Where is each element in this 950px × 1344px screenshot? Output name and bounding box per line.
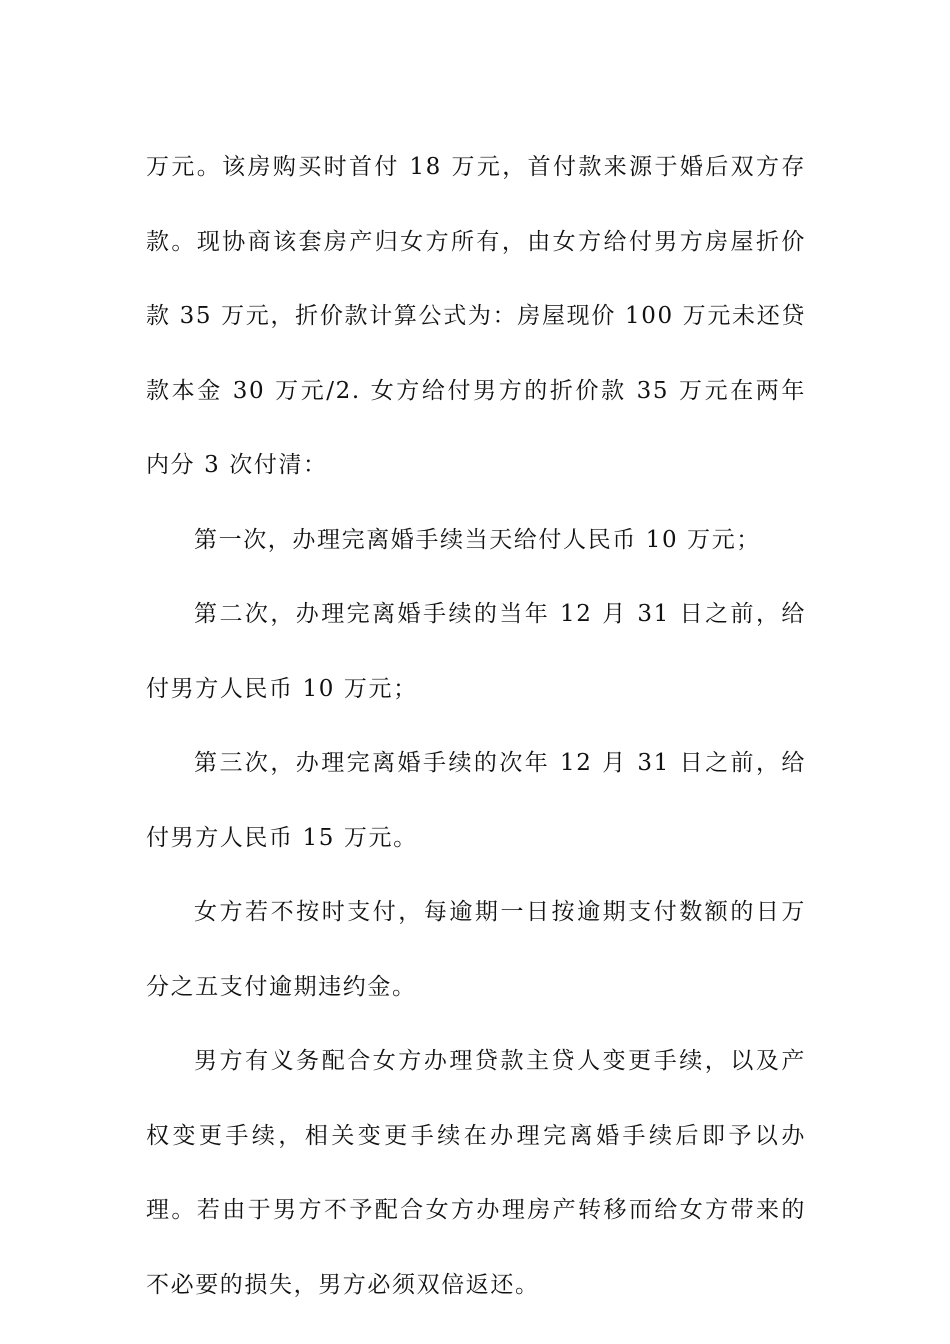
paragraph-transfer-obligation: 男方有义务配合女方办理贷款主贷人变更手续，以及产权变更手续，相关变更手续在办理完离婚手续后即予以办理。若由于男方不予配合女方办理房产转移而给女方带来的不必要的损失，男方必须双倍返还。 bbox=[146, 1048, 806, 1298]
paragraph-late-penalty: 女方若不按时支付，每逾期一日按逾期支付数额的日万分之五支付逾期违约金。 bbox=[146, 899, 806, 1000]
paragraph-first-payment: 第一次，办理完离婚手续当天给付人民币 10 万元； bbox=[194, 526, 761, 553]
paragraph-second-payment: 第二次，办理完离婚手续的当年 12 月 31 日之前，给付男方人民币 10 万元； bbox=[146, 601, 806, 702]
paragraph-third-payment: 第三次，办理完离婚手续的次年 12 月 31 日之前，给付男方人民币 15 万元。 bbox=[146, 750, 806, 851]
paragraph-payment-terms: 万元。该房购买时首付 18 万元，首付款来源于婚后双方存款。现协商该套房产归女方所有，由女方给付男方房屋折价款 35 万元，折价款计算公式为：房屋现价 100 万元未还贷款本金 30 万元/2. 女方给付男方的折价款 35 万元在两年内分 3 次付清： bbox=[146, 154, 806, 478]
document-page bbox=[146, 130, 806, 1322]
